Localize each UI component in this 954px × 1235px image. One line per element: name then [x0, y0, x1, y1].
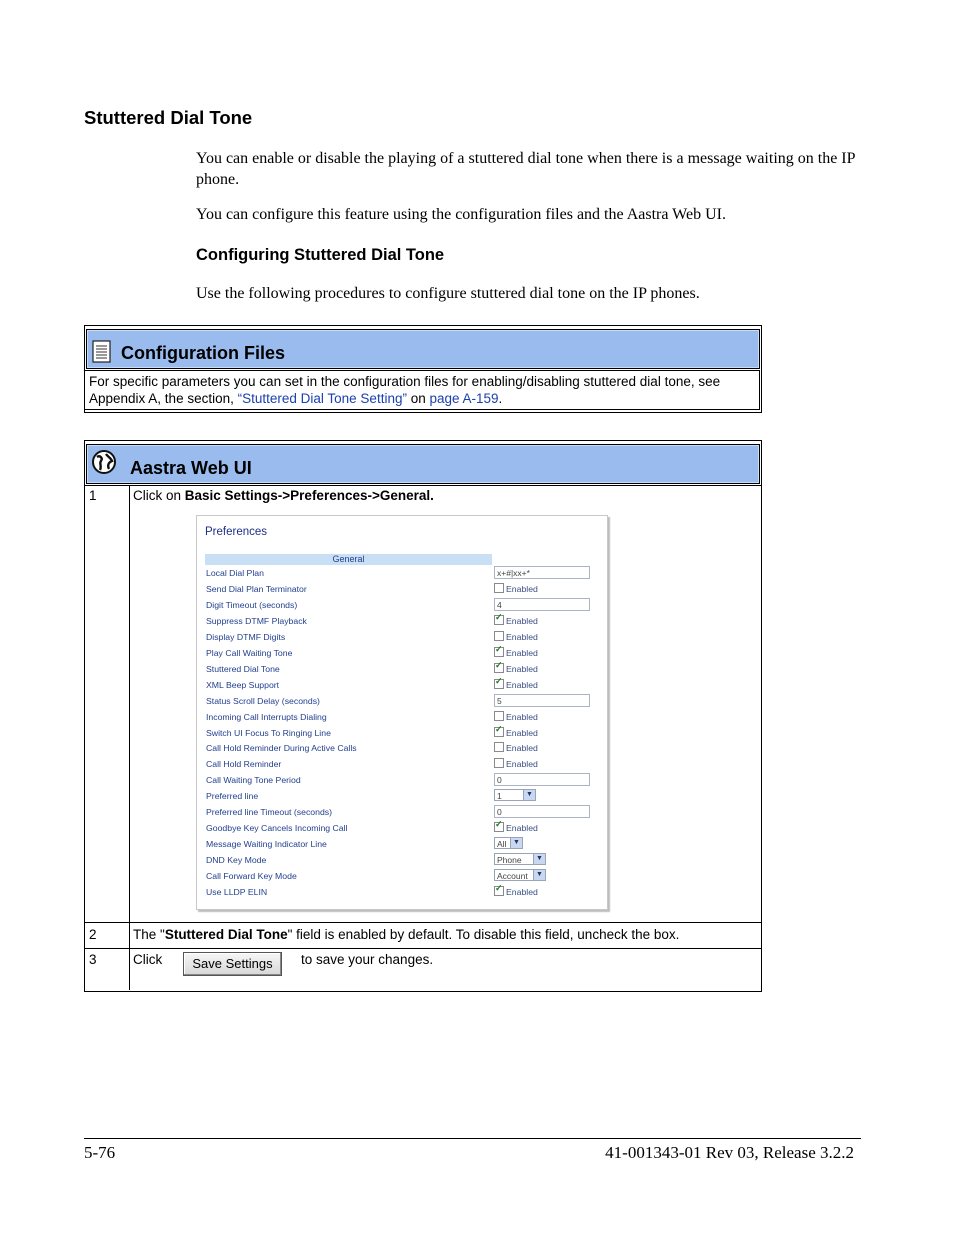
- table-row-separator: [84, 948, 761, 949]
- preference-control: [494, 679, 538, 690]
- preference-label: Local Dial Plan: [206, 568, 264, 578]
- step-text-post: to save your changes.: [301, 952, 434, 967]
- preference-text-field[interactable]: 4: [494, 598, 590, 611]
- preferences-screenshot: [196, 515, 608, 910]
- select-value: All: [497, 839, 507, 849]
- step-text: [133, 927, 679, 942]
- table-row-separator: [84, 922, 761, 923]
- preference-label: Use LLDP ELIN: [206, 887, 268, 897]
- config-files-header: [86, 329, 760, 369]
- preference-control: [494, 727, 538, 738]
- table-border: [84, 485, 761, 486]
- document-icon: [91, 340, 113, 369]
- procedure-intro: Use the following procedures to configure stuttered dial tone on the IP phones.: [196, 285, 700, 302]
- web-ui-title: Aastra Web UI: [130, 458, 252, 478]
- preference-checkbox[interactable]: [494, 822, 504, 832]
- preference-control: [494, 694, 590, 707]
- field-name: Stuttered Dial Tone: [164, 927, 288, 942]
- web-ui-header: [86, 444, 760, 484]
- enabled-label: Enabled: [506, 759, 538, 769]
- preference-label: Preferred line: [206, 791, 259, 801]
- enabled-label: Enabled: [506, 823, 538, 833]
- config-text: For specific parameters you can set in the configuration files for enabling/disabling stuttered dial tone, see Appendix A, the section,: [89, 374, 721, 406]
- preference-label: Incoming Call Interrupts Dialing: [206, 712, 327, 722]
- preference-label: Preferred line Timeout (seconds): [206, 807, 333, 817]
- preference-text-field[interactable]: 0: [494, 805, 590, 818]
- enabled-label: Enabled: [506, 648, 538, 658]
- preference-label: XML Beep Support: [206, 680, 280, 690]
- preferences-title: Preferences: [205, 526, 268, 538]
- enabled-label: Enabled: [506, 728, 538, 738]
- enabled-label: Enabled: [506, 680, 538, 690]
- config-files-text: [84, 370, 760, 410]
- step-text-post: " field is enabled by default. To disable this field, uncheck the box.: [287, 927, 680, 942]
- step-number: 3: [89, 952, 97, 967]
- preference-text-field[interactable]: 0: [494, 773, 590, 786]
- preference-checkbox[interactable]: [494, 583, 504, 593]
- intro-paragraph-2: You can configure this feature using the configuration files and the Aastra Web UI.: [196, 206, 726, 223]
- preference-label: DND Key Mode: [206, 855, 267, 865]
- preference-checkbox[interactable]: [494, 615, 504, 625]
- preference-control: [494, 805, 590, 818]
- preference-select[interactable]: [494, 869, 546, 881]
- globe-icon: [91, 449, 117, 480]
- enabled-label: Enabled: [506, 664, 538, 674]
- preference-label: Send Dial Plan Terminator: [206, 584, 307, 594]
- preference-control: [494, 869, 546, 881]
- select-value: Phone: [497, 855, 522, 865]
- chevron-down-icon[interactable]: ▼: [533, 870, 545, 880]
- preference-checkbox[interactable]: [494, 742, 504, 752]
- preference-label: Stuttered Dial Tone: [206, 664, 280, 674]
- config-files-title: Configuration Files: [121, 343, 285, 363]
- preference-checkbox[interactable]: [494, 679, 504, 689]
- preference-label: Call Hold Reminder: [206, 759, 282, 769]
- preference-control: [494, 583, 538, 594]
- preference-checkbox[interactable]: [494, 631, 504, 641]
- config-text-end: .: [498, 391, 503, 406]
- preference-control: [494, 615, 538, 626]
- preference-checkbox[interactable]: [494, 663, 504, 673]
- intro-paragraph-1: You can enable or disable the playing of a stuttered dial tone when there is a message waiting on the IP phone.: [196, 150, 855, 188]
- enabled-label: Enabled: [506, 712, 538, 722]
- footer-rule: [84, 1138, 861, 1139]
- preference-label: Status Scroll Delay (seconds): [206, 696, 320, 706]
- preference-label: Digit Timeout (seconds): [206, 600, 298, 610]
- preference-checkbox[interactable]: [494, 727, 504, 737]
- select-value: 1: [497, 791, 502, 801]
- enabled-label: Enabled: [506, 584, 538, 594]
- step-text: [133, 488, 434, 503]
- enabled-label: Enabled: [506, 632, 538, 642]
- preference-select[interactable]: [494, 837, 523, 849]
- subsection-title: Configuring Stuttered Dial Tone: [196, 246, 445, 264]
- page-number: 5-76: [84, 1143, 116, 1162]
- menu-path: Basic Settings->Preferences->General.: [184, 488, 434, 503]
- table-divider: [129, 486, 130, 990]
- section-title: Stuttered Dial Tone: [84, 107, 253, 128]
- config-text-mid: on: [406, 391, 430, 406]
- preference-select[interactable]: [494, 853, 546, 865]
- chevron-down-icon[interactable]: ▼: [510, 838, 522, 848]
- chevron-down-icon[interactable]: ▼: [523, 790, 535, 800]
- preference-text-field[interactable]: 5: [494, 694, 590, 707]
- preference-label: Switch UI Focus To Ringing Line: [206, 728, 331, 738]
- stuttered-dial-tone-setting-link[interactable]: “Stuttered Dial Tone Setting”: [237, 391, 407, 406]
- preference-label: Suppress DTMF Playback: [206, 616, 307, 626]
- preference-select[interactable]: [494, 789, 536, 801]
- preference-checkbox[interactable]: [494, 886, 504, 896]
- step-text: Click: [133, 952, 163, 967]
- step-number: 2: [89, 927, 97, 942]
- step-text-pre: The ": [133, 927, 165, 942]
- preference-control: [494, 853, 546, 865]
- select-value: Account: [497, 871, 528, 881]
- step-text-pre: Click on: [133, 488, 185, 503]
- preference-control: [494, 789, 536, 801]
- general-group-header: General: [205, 554, 492, 565]
- preference-control: [494, 631, 538, 642]
- preference-label: Goodbye Key Cancels Incoming Call: [206, 823, 348, 833]
- preference-text-field[interactable]: x+#|xx+*: [494, 566, 590, 579]
- preference-label: Play Call Waiting Tone: [206, 648, 293, 658]
- preference-label: Display DTMF Digits: [206, 632, 286, 642]
- preference-label: Call Waiting Tone Period: [206, 775, 301, 785]
- preference-control: [494, 711, 538, 722]
- page-a159-link[interactable]: page A-159: [429, 391, 499, 406]
- preference-control: [494, 837, 523, 849]
- preference-label: Message Waiting Indicator Line: [206, 839, 327, 849]
- preference-control: [494, 566, 590, 579]
- preference-control: [494, 742, 538, 753]
- preference-control: [494, 598, 590, 611]
- preference-control: [494, 822, 538, 833]
- preference-label: Call Hold Reminder During Active Calls: [206, 743, 357, 753]
- enabled-label: Enabled: [506, 616, 538, 626]
- enabled-label: Enabled: [506, 887, 538, 897]
- step-number: 1: [89, 488, 97, 503]
- chevron-down-icon[interactable]: ▼: [533, 854, 545, 864]
- preference-control: [494, 886, 538, 897]
- preference-label: Call Forward Key Mode: [206, 871, 297, 881]
- preference-checkbox[interactable]: [494, 647, 504, 657]
- preference-control: [494, 663, 538, 674]
- preference-checkbox[interactable]: [494, 758, 504, 768]
- preference-control: [494, 758, 538, 769]
- preference-control: [494, 773, 590, 786]
- preference-checkbox[interactable]: [494, 711, 504, 721]
- save-settings-button[interactable]: Save Settings: [183, 952, 282, 976]
- document-id: 41-001343-01 Rev 03, Release 3.2.2: [605, 1143, 854, 1162]
- enabled-label: Enabled: [506, 743, 538, 753]
- preference-control: [494, 647, 538, 658]
